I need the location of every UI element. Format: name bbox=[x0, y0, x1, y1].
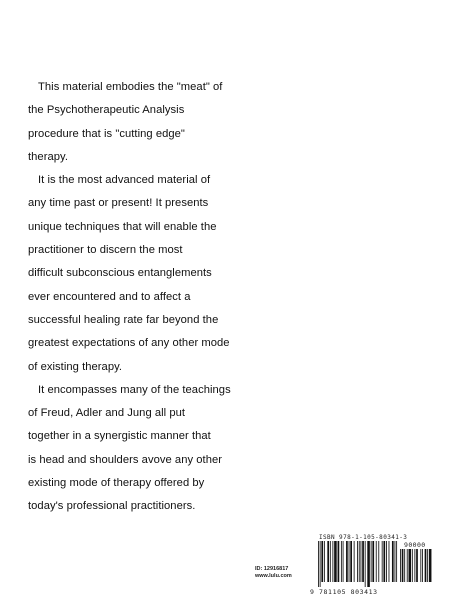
barcode-bar bbox=[341, 541, 342, 582]
barcode-bar bbox=[382, 541, 383, 582]
barcode-bar bbox=[402, 549, 404, 582]
id-label: ID: 12916817 bbox=[255, 566, 289, 572]
barcode-bar bbox=[367, 541, 370, 587]
text-line: practitioner to discern the most bbox=[28, 244, 183, 257]
text-line: together in a synergistic manner that bbox=[28, 430, 211, 443]
barcode-bar bbox=[422, 549, 423, 582]
barcode-bar bbox=[400, 549, 401, 582]
text-line: This material embodies the "meat" of bbox=[38, 81, 223, 93]
text-line: existing mode of therapy offered by bbox=[28, 477, 205, 490]
barcode-bar bbox=[365, 541, 366, 587]
text-line: It is the most advanced material of bbox=[38, 174, 211, 187]
barcode-bar bbox=[362, 541, 364, 582]
barcode-bar bbox=[334, 541, 337, 582]
barcode-bar bbox=[376, 541, 377, 582]
barcode-bar bbox=[425, 549, 427, 582]
barcode-bar bbox=[372, 541, 374, 582]
text-line: of existing therapy. bbox=[28, 360, 123, 373]
barcode-bar bbox=[346, 541, 348, 582]
barcode-bar bbox=[407, 549, 408, 582]
barcode-bar bbox=[330, 541, 331, 582]
price-code: 90000 bbox=[404, 541, 426, 549]
barcode-bar bbox=[321, 541, 323, 582]
text-line: the Psychotherapeutic Analysis bbox=[28, 104, 185, 117]
barcode-bar bbox=[395, 541, 396, 582]
text-line: of Freud, Adler and Jung all put bbox=[28, 407, 186, 420]
barcode-bar bbox=[414, 549, 415, 582]
text-line: ever encountered and to affect a bbox=[28, 290, 191, 303]
barcode-bar bbox=[320, 541, 321, 587]
text-line: procedure that is "cutting edge" bbox=[28, 127, 185, 140]
text-line: is head and shoulders avove any other bbox=[28, 453, 223, 466]
barcode-bar bbox=[429, 549, 432, 582]
text-line: unique techniques that will enable the bbox=[28, 220, 217, 233]
barcode-bar bbox=[357, 541, 358, 582]
text-line: It encompasses many of the teachings bbox=[38, 383, 231, 396]
text-line: greatest expectations of any other mode bbox=[28, 337, 230, 350]
barcode-digits: 9 781105 803413 bbox=[310, 588, 378, 596]
text-line: any time past or present! It presents bbox=[28, 197, 209, 210]
barcode-bar bbox=[324, 541, 325, 582]
barcode-bar bbox=[354, 541, 355, 582]
barcode-bar bbox=[350, 541, 352, 582]
barcode-bar bbox=[332, 541, 333, 582]
barcode-bar bbox=[420, 549, 421, 582]
barcode-bar bbox=[359, 541, 360, 582]
description-text bbox=[28, 76, 231, 519]
text-line: today's professional practitioners. bbox=[28, 500, 196, 513]
barcode-bar bbox=[318, 541, 319, 587]
barcode-bar bbox=[416, 549, 418, 582]
publisher-site: www.lulu.com bbox=[255, 573, 292, 579]
barcode-bar bbox=[327, 541, 329, 582]
barcode-bar bbox=[427, 549, 428, 582]
barcode-bar bbox=[338, 541, 340, 582]
text-line: difficult subconscious entanglements bbox=[28, 267, 212, 280]
barcode-bar bbox=[392, 541, 394, 582]
barcode-bar bbox=[349, 541, 350, 582]
price-addon-barcode bbox=[400, 549, 437, 587]
barcode-bar bbox=[371, 541, 372, 582]
barcode-bar bbox=[386, 541, 387, 582]
isbn-barcode bbox=[318, 541, 398, 587]
text-line: successful healing rate far beyond the bbox=[28, 313, 219, 326]
barcode-bar bbox=[343, 541, 344, 582]
publisher-id bbox=[255, 566, 292, 580]
barcode-bar bbox=[412, 549, 413, 582]
barcode-bar bbox=[396, 541, 397, 582]
isbn-label: ISBN 978-1-105-80341-3 bbox=[319, 534, 408, 541]
barcode-bar bbox=[409, 549, 412, 582]
text-line: therapy. bbox=[28, 150, 68, 163]
barcode-bar bbox=[389, 541, 390, 582]
barcode-bar bbox=[378, 541, 379, 582]
barcode-bar bbox=[361, 541, 362, 582]
barcode-bar bbox=[404, 549, 405, 582]
barcode-bar bbox=[383, 541, 385, 582]
